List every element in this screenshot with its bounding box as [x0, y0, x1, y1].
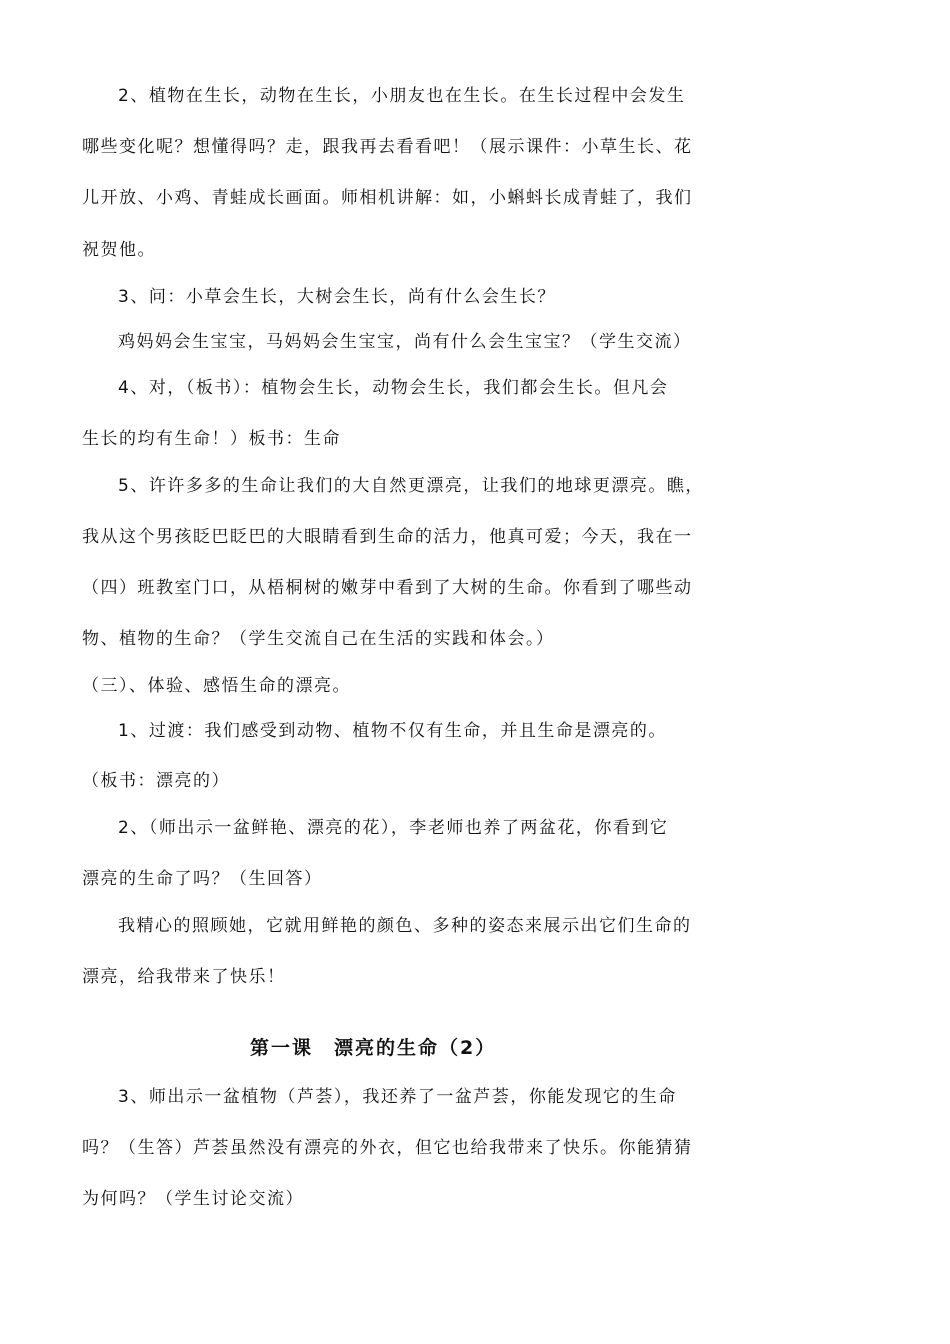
lesson-title: 第一课 漂亮的生命（2）: [250, 1037, 497, 1059]
paragraph-line: 3、问：小草会生长，大树会生长，尚有什么会生长？: [118, 287, 556, 307]
paragraph-line: 生长的均有生命！）板书：生命: [82, 429, 341, 449]
paragraph-line: 儿开放、小鸡、青蛙成长画面。师相机讲解：如，小蝌蚪长成青蛙了，我们: [82, 188, 693, 208]
paragraph-line: 哪些变化呢？想懂得吗？走，跟我再去看看吧！（展示课件：小草生长、花: [82, 137, 693, 157]
paragraph-line: （板书：漂亮的）: [82, 771, 230, 791]
paragraph-line: 4、对，（板书）：植物会生长，动物会生长，我们都会生长。但凡会: [118, 378, 669, 398]
paragraph-line: 吗？（生答）芦荟虽然没有漂亮的外衣，但它也给我带来了快乐。你能猜猜: [82, 1138, 693, 1158]
paragraph-line: 3、师出示一盆植物（芦荟），我还养了一盆芦荟，你能发现它的生命: [118, 1087, 677, 1107]
paragraph-line: 鸡妈妈会生宝宝，马妈妈会生宝宝，尚有什么会生宝宝？（学生交流）: [118, 332, 692, 352]
paragraph-line: 1、过渡：我们感受到动物、植物不仅有生命，并且生命是漂亮的。: [118, 721, 667, 741]
paragraph-line: 漂亮的生命了吗？（生回答）: [82, 869, 323, 889]
paragraph-line: 我从这个男孩眨巴眨巴的大眼睛看到生命的活力，他真可爱；今天，我在一: [82, 527, 693, 547]
section-heading-line: （三）、体验、感悟生命的漂亮。: [82, 676, 351, 696]
paragraph-line: （四）班教室门口，从梧桐树的嫩芽中看到了大树的生命。你看到了哪些动: [82, 578, 693, 598]
paragraph-line: 漂亮，给我带来了快乐！: [82, 967, 286, 987]
paragraph-line: 2、植物在生长，动物在生长，小朋友也在生长。在生长过程中会发生: [118, 86, 686, 106]
paragraph-line: 为何吗？（学生讨论交流）: [82, 1189, 304, 1209]
paragraph-line: 祝贺他。: [82, 240, 156, 260]
paragraph-line: 我精心的照顾她，它就用鲜艳的颜色、多种的姿态来展示出它们生命的: [118, 916, 692, 936]
paragraph-line: 物、植物的生命？（学生交流自己在生活的实践和体会。）: [82, 629, 555, 649]
paragraph-line: 2、（师出示一盆鲜艳、漂亮的花），李老师也养了两盆花，你看到它: [118, 818, 669, 838]
paragraph-line: 5、许许多多的生命让我们的大自然更漂亮，让我们的地球更漂亮。瞧，: [118, 476, 704, 496]
